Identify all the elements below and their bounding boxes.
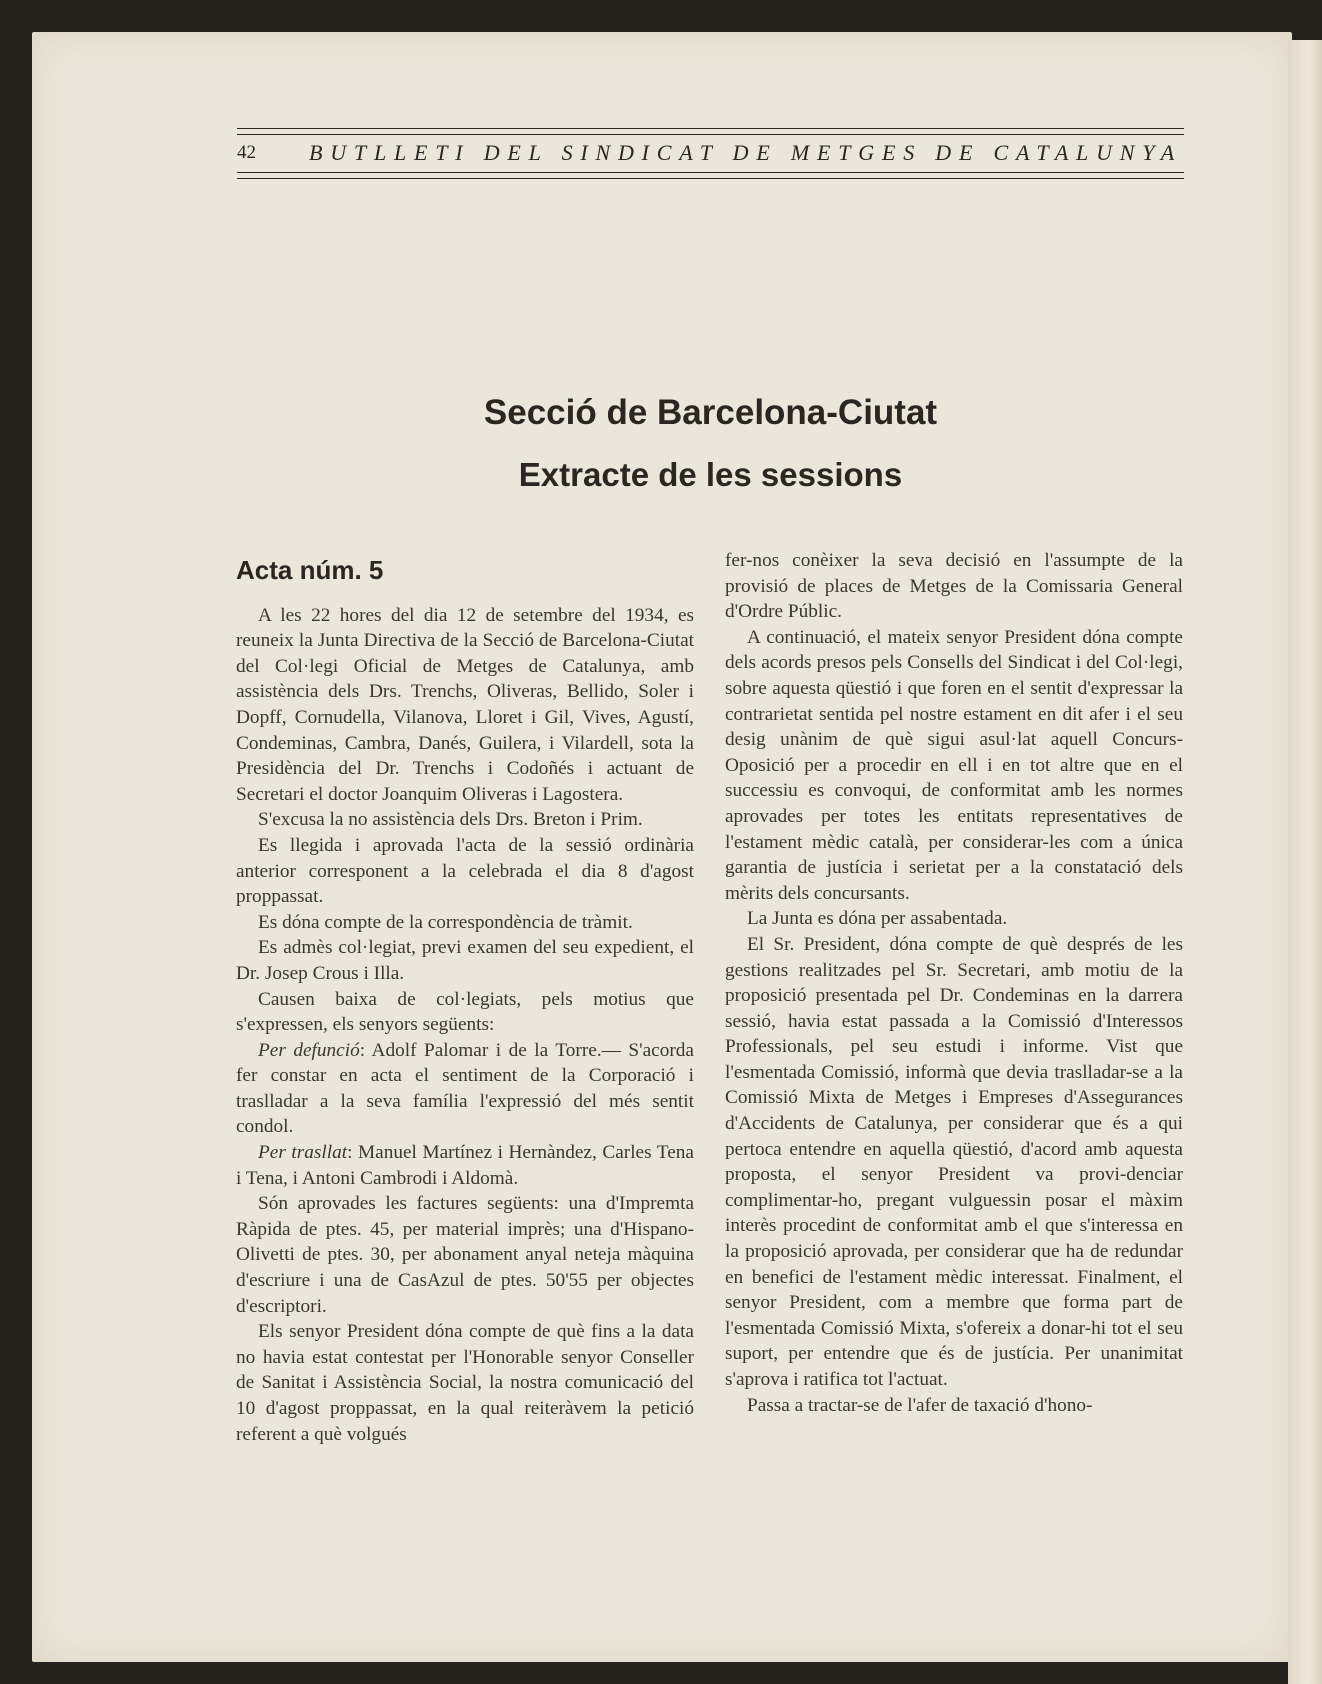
paragraph: Es dóna compte de la correspondència de tràmit. [258, 911, 633, 933]
header-rule-bottom-2 [237, 178, 1184, 179]
paragraph: A continuació, el mateix senyor President dóna compte dels acords presos pels Consells del Sindicat i del Col·legi, sobre aquesta qüestió i que foren en el sentit d'expressar la contrarietat sentida pel nostre estament en dit afer i el seu desig unànim de què sigui asul·lat aquell Concurs-Oposició per a procedir en ell i en tot altre que en el successiu es convoqui, de conformitat amb les normes aprovades per totes les entitats representatives de l'estament mèdic català, per considerar-les com a única garantia de justícia i serietat per a la constatació dels mèrits dels concursants. [725, 626, 1183, 904]
paragraph-text: : Adolf Palomar i de la Torre.— S'acorda fer constar en acta el sentiment de la Corporació i traslladar a la seva família l'expressió del més sentit condol. [236, 1039, 694, 1138]
paragraph [236, 1140, 694, 1191]
next-page-edge [1288, 40, 1322, 1684]
publication-title: BUTLLETI DEL SINDICAT DE METGES DE CATALUNYA [309, 140, 1182, 165]
section-subtitle: Extracte de les sessions [518, 456, 903, 493]
acta-heading: Acta núm. 5 [236, 555, 384, 585]
header-rule-bottom [237, 172, 1184, 173]
paragraph: A les 22 hores del dia 12 de setembre del 1934, es reuneix la Junta Directiva de la Secció de Barcelona-Ciutat del Col·legi Oficial de Metges de Catalunya, amb assistència dels Drs. Trenchs, Oliveras, Bellido, Soler i Dopff, Cornudella, Vilanova, Lloret i Gil, Vives, Agustí, Condeminas, Cambra, Danés, Guilera, i Vilardell, sota la Presidència del Dr. Trenchs i Codoñés i actuant de Secretari el doctor Joanquim Oliveras i Lagostera. [236, 604, 694, 805]
paragraph: Són aprovades les factures següents: una d'Impremta Ràpida de ptes. 45, per material imprès; una d'Hispano-Olivetti de ptes. 30, per abonament anyal neteja màquina d'escriure i una de CasAzul de ptes. 50'55 per objectes d'escriptori. [236, 1193, 694, 1317]
paragraph-label: Per trasllat [258, 1142, 348, 1164]
running-header [237, 126, 1184, 184]
paragraph: La Junta es dóna per assabentada. [747, 908, 1008, 930]
paragraph: Passa a tractar-se de l'afer de taxació d'hono- [747, 1394, 1093, 1416]
paragraph-label: Per defunció [258, 1039, 360, 1061]
paragraph: El Sr. President, dóna compte de què després de les gestions realitzades pel Sr. Secretari, amb motiu de la proposició presentada pel Dr. Condeminas en la darrera sessió, havia estat passada a la Comissió d'Interessos Professionals, pel seu estudi i informe. Vist que l'esmentada Comissió, informà que devia traslladar-se a la Comissió Mixta de Metges i Empreses d'Assegurances d'Accidents de Catalunya, per considerar que és a qui pertoca entendre en aquella qüestió, d'acord amb aquesta proposta, el senyor President va provi-denciar complimentar-ho, pregant vulguessin posar el màxim interès procedint de conformitat amb el que s'interessa en la proposició aprovada, per considerar que ha de redundar en benefici de l'estament mèdic interessat. Finalment, el senyor President, com a membre que forma part de l'esmentada Comissió Mixta, s'ofereix a donar-hi tot el seu suport, per entendre que és de justícia. Per unanimitat s'aprova i ratifica tot l'actuat. [725, 933, 1183, 1390]
text-column-left [236, 548, 694, 1447]
header-rule-top [237, 128, 1184, 129]
paragraph: Es llegida i aprovada l'acta de la sessió ordinària anterior corresponent a la celebrada el dia 8 d'agost proppassat. [236, 834, 694, 908]
paragraph-text: : Manuel Martínez i Hernàndez, Carles Tena i Tena, i Antoni Cambrodi i Aldomà. [236, 1142, 694, 1189]
header-rule-top-2 [237, 134, 1184, 135]
paragraph: fer-nos conèixer la seva decisió en l'assumpte de la provisió de places de Metges de la Comissaria General d'Ordre Públic. [725, 550, 1183, 623]
text-column-right [725, 548, 1183, 1418]
section-titles [237, 388, 1184, 500]
paragraph [236, 1038, 694, 1140]
section-title: Secció de Barcelona-Ciutat [483, 393, 938, 432]
paragraph: Es admès col·legiat, previ examen del seu expedient, el Dr. Josep Crous i Illa. [236, 937, 694, 984]
paragraph: Els senyor President dóna compte de què fins a la data no havia estat contestat per l'Honorable senyor Conseller de Sanitat i Assistència Social, la nostra comunicació del 10 d'agost proppassat, en la qual reiteràvem la petició referent a què volgués [236, 1321, 694, 1445]
paragraph: S'excusa la no assistència dels Drs. Breton i Prim. [258, 809, 643, 831]
page-number: 42 [237, 142, 256, 163]
paragraph: Causen baixa de col·legiats, pels motius que s'expressen, els senyors següents: [236, 988, 694, 1036]
